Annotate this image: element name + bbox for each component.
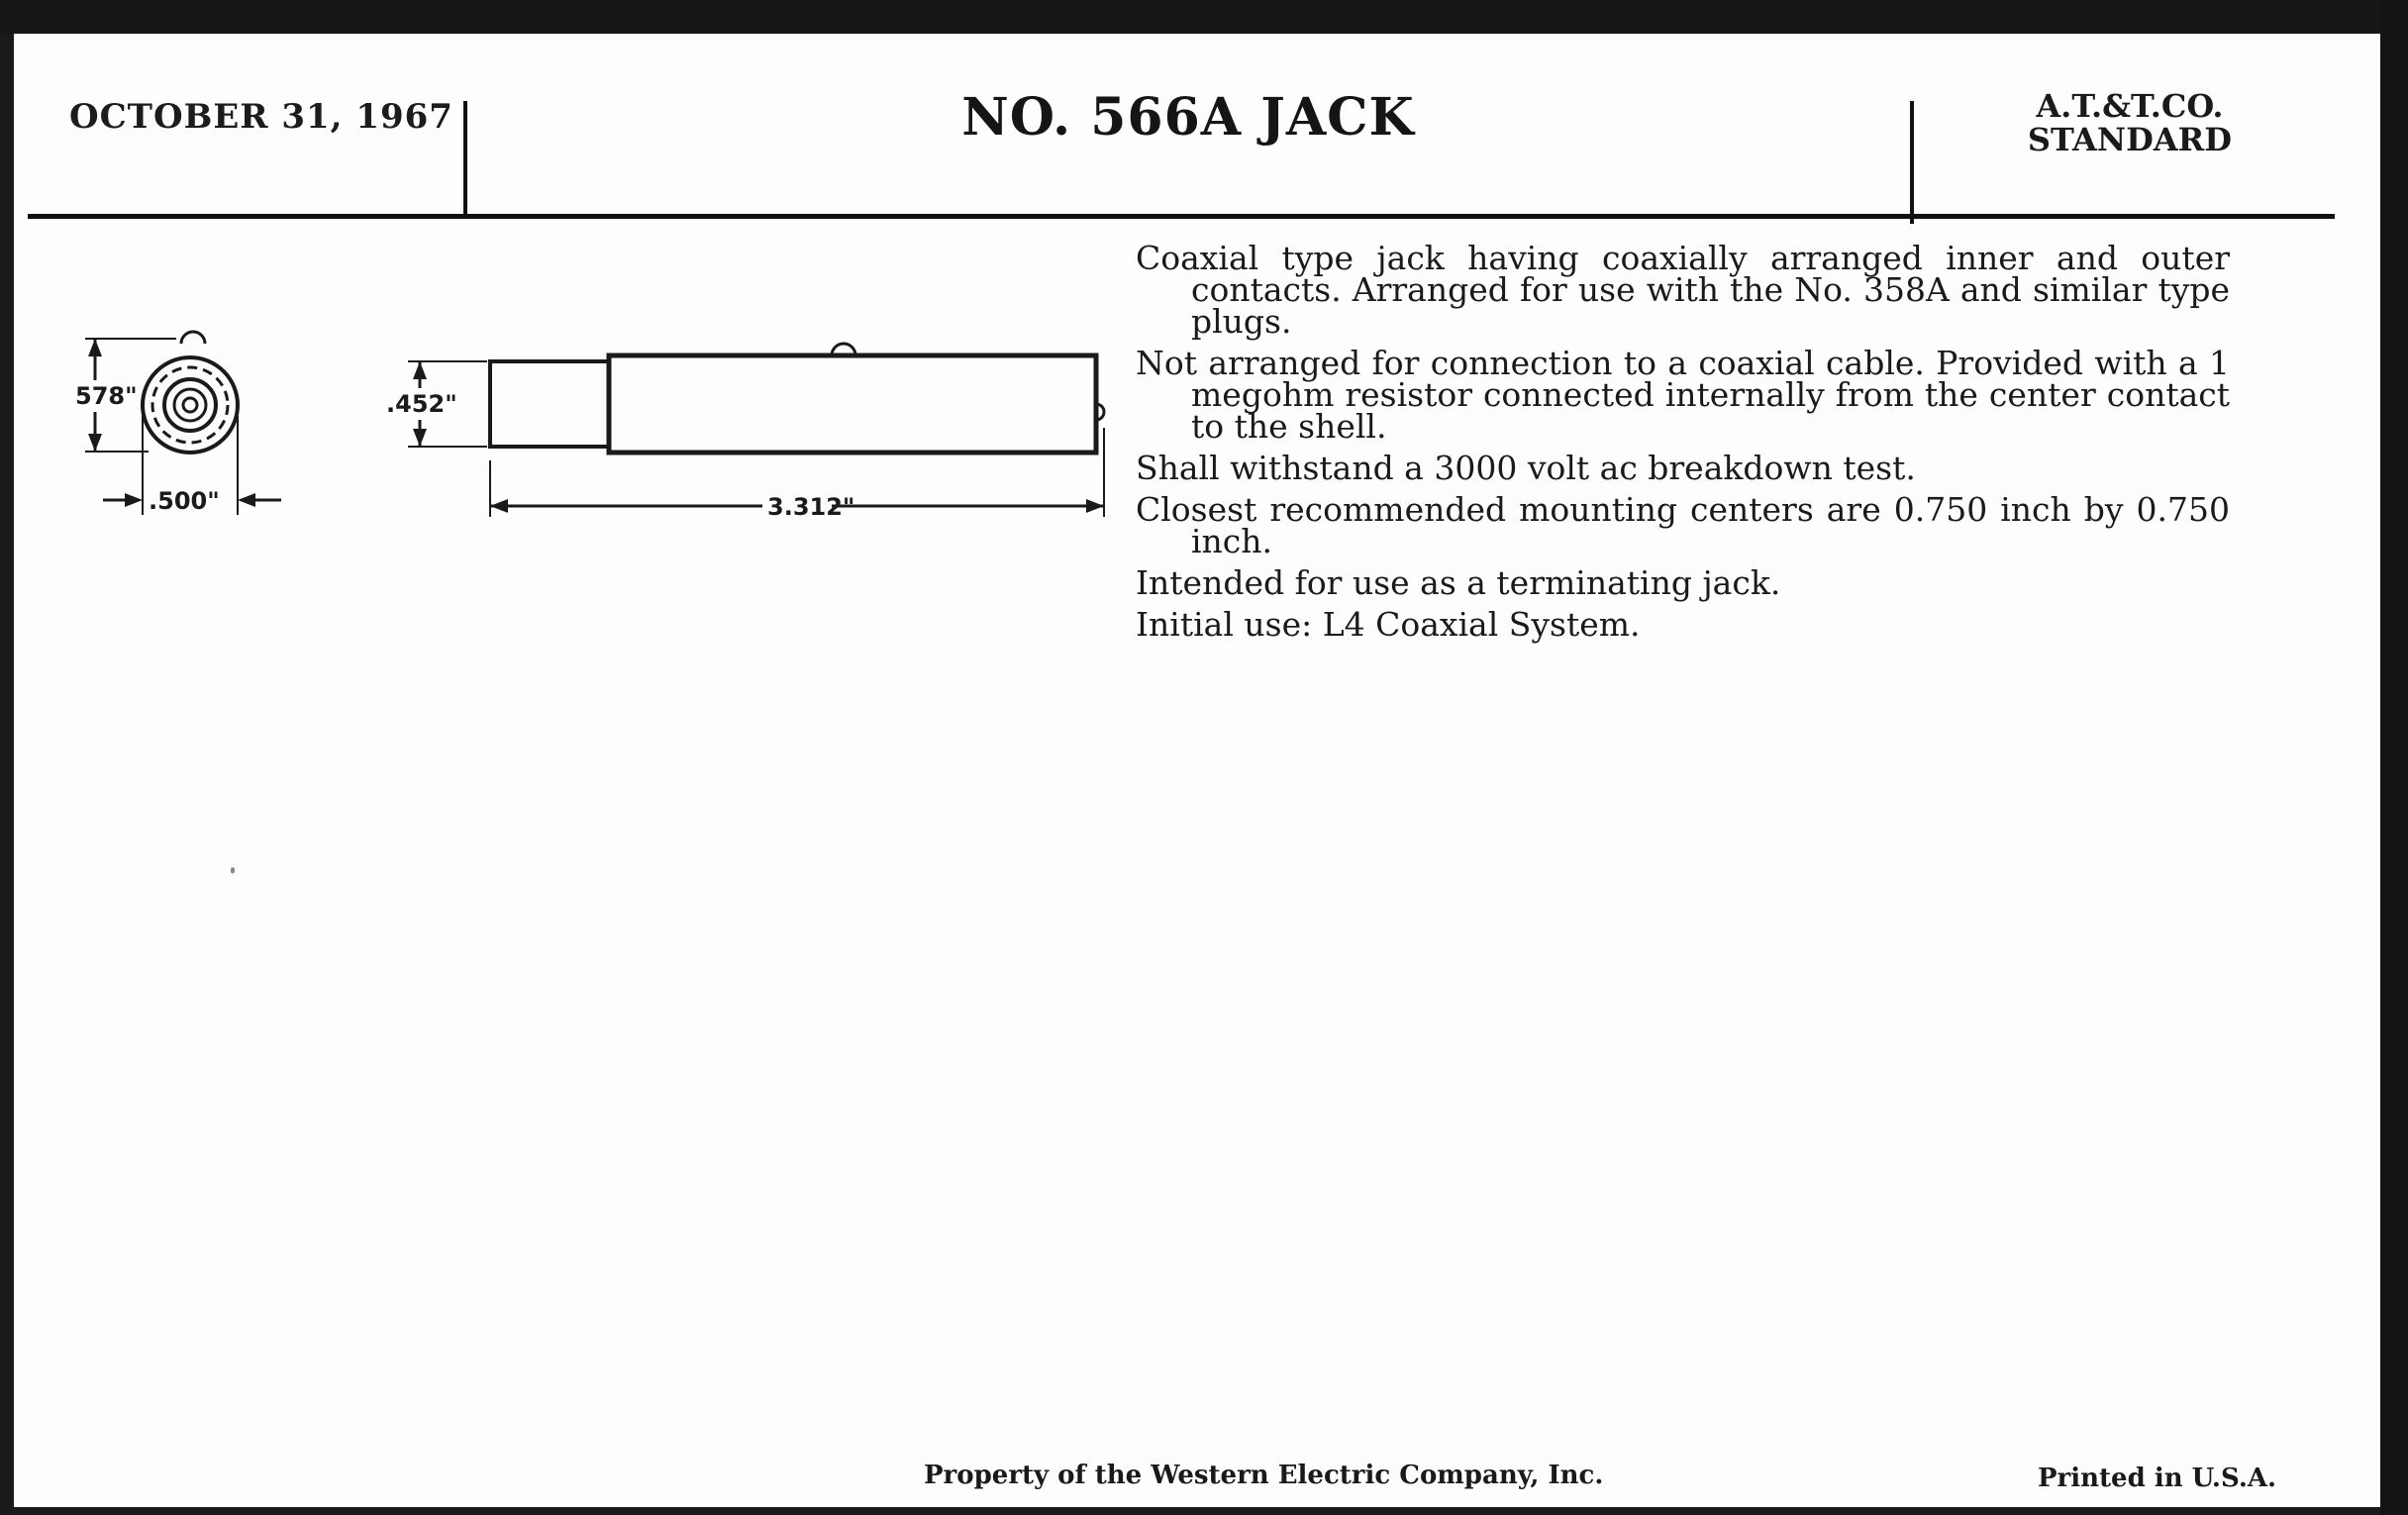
side-view [408,344,1104,517]
description-paragraph: Intended for use as a terminating jack. [1136,563,1781,602]
standard-line-2: STANDARD [2027,121,2232,158]
arrow-head [125,493,143,507]
dim-height-label: 578" [75,382,138,410]
arrow-head [88,434,102,452]
footer-property: Property of the Western Electric Company, Inc. [924,1461,1604,1490]
arrow-head [238,493,255,507]
description-paragraph: Coaxial type jack having coaxially arranged inner and outer contacts. Arranged for use with the No. 358A and similar type plugs. [1136,239,2230,341]
description-paragraph: Initial use: L4 Coaxial System. [1136,605,1641,644]
standard-label [2028,89,2232,156]
scan-speck [231,867,235,873]
dim-width-label: .500" [149,487,220,515]
issue-date: OCTOBER 31, 1967 [69,97,453,137]
description [1136,239,2230,651]
header-divider-right [1910,101,1914,224]
description-paragraph: Closest recommended mounting centers are 0.750 inch by 0.750 inch. [1136,490,2230,560]
description-paragraph: Not arranged for connection to a coaxial cable. Provided with a 1 megohm resistor connected internally from the center contact to the shell. [1136,344,2230,446]
standard-line-1: A.T.&T.CO. [2036,87,2224,125]
arrow-head [490,499,508,513]
arrow-head [413,361,427,379]
footer-printed: Printed in U.S.A. [2038,1464,2277,1493]
arrow-head [413,429,427,447]
arrow-head [1086,499,1104,513]
arrow-head [88,339,102,356]
description-paragraph: Shall withstand a 3000 volt ac breakdown test. [1136,449,1916,487]
scan-border-right [2380,0,2408,1515]
dim-length-label: 3.312" [767,493,855,521]
jack-drawing [0,0,1129,555]
dim-diameter-label: .452" [386,390,457,418]
page-title: NO. 566A JACK [961,87,1415,148]
